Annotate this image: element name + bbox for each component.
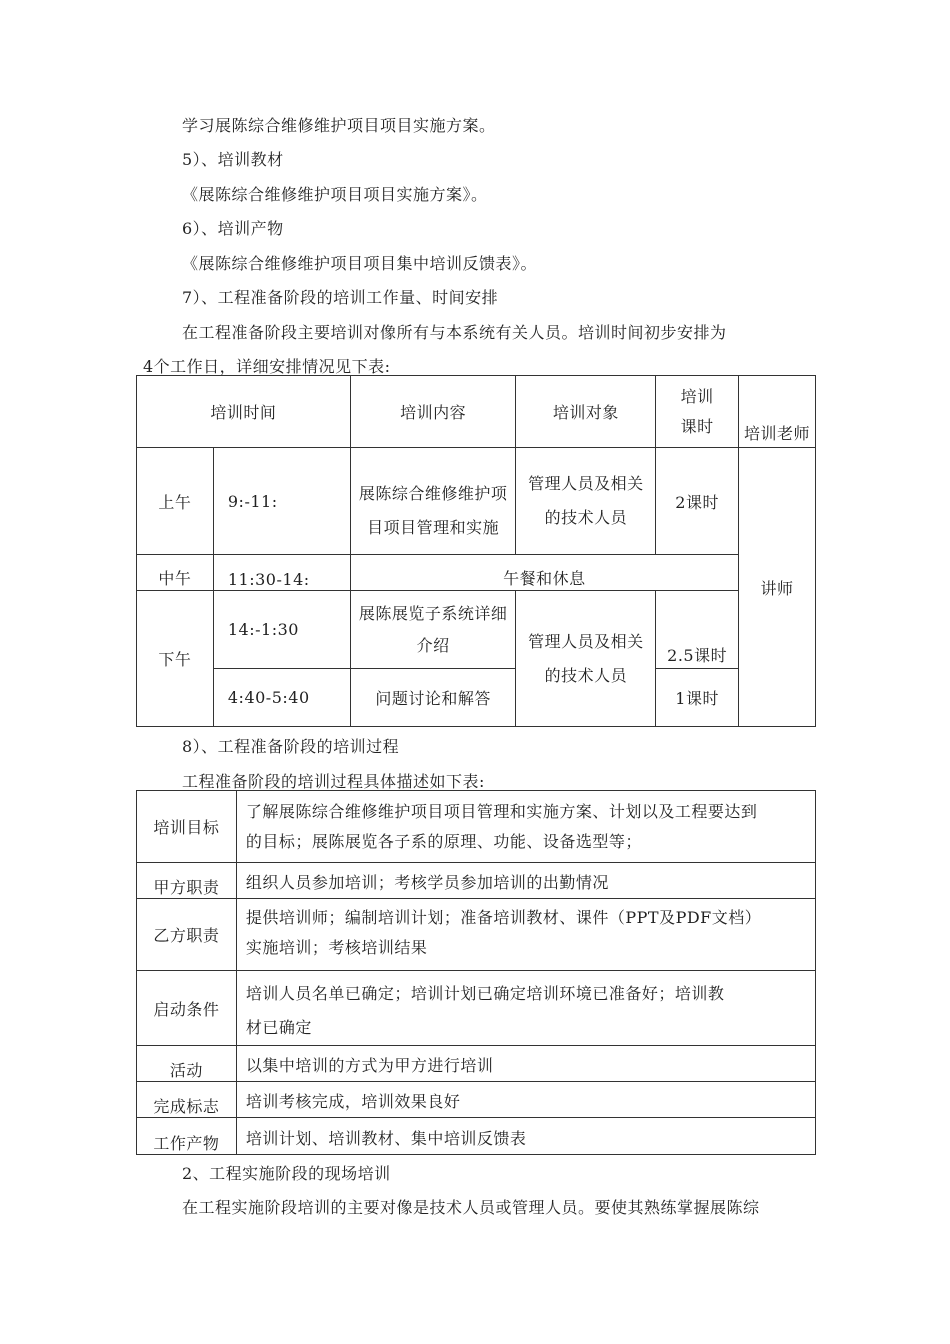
table-row (137, 669, 816, 727)
row-text: 培训计划、培训教材、集中培训反馈表 (236, 1118, 815, 1155)
content-afternoon-2: 问题讨论和解答 (350, 669, 516, 727)
period-noon: 中午 (137, 555, 214, 591)
row-text-line1: 了解展陈综合维修维护项目项目管理和实施方案、计划以及工程要达到 (245, 801, 758, 821)
table-header-row (137, 376, 816, 448)
paragraph-line: 在工程实施阶段培训的主要对像是技术人员或管理人员。要使其熟练掌握展陈综 (182, 1198, 760, 1217)
row-label: 乙方职责 (137, 899, 237, 971)
time-afternoon-2: 4:40-5:40 (213, 669, 350, 727)
section-heading-5: 5）、培训教材 (182, 150, 284, 169)
content-noon: 午餐和休息 (350, 555, 738, 591)
header-hours-line1: 培训 (680, 386, 714, 406)
hours-afternoon-2: 1课时 (656, 669, 739, 727)
period-afternoon: 下午 (137, 591, 214, 727)
row-text-line2: 材已确定 (245, 1018, 312, 1037)
header-time: 培训时间 (137, 376, 351, 448)
row-label: 启动条件 (137, 971, 237, 1046)
process-table (136, 790, 816, 1155)
section-heading-6: 6）、培训产物 (182, 219, 284, 238)
content-afternoon-1-line1: 展陈展览子系统详细 (358, 603, 508, 623)
row-text (236, 971, 815, 1046)
row-text-line1: 提供培训师；编制培训计划；准备培训教材、课件（PPT及PDF文档） (245, 908, 762, 927)
row-text (236, 791, 815, 863)
table-row (137, 791, 816, 863)
schedule-table (136, 375, 816, 727)
table-row (137, 591, 816, 669)
row-label: 培训目标 (137, 791, 237, 863)
teacher-cell: 讲师 (739, 448, 816, 727)
row-label: 活动 (137, 1046, 237, 1082)
section-heading-2: 2、工程实施阶段的现场培训 (182, 1164, 391, 1183)
header-teacher: 培训老师 (739, 376, 816, 448)
row-text-line1: 培训人员名单已确定；培训计划已确定培训环境已准备好；培训教 (245, 984, 725, 1003)
table-row (137, 899, 816, 971)
paragraph-line: 学习展陈综合维修维护项目项目实施方案。 (182, 116, 496, 135)
audience-afternoon-line2: 的技术人员 (544, 665, 628, 685)
audience-afternoon (516, 591, 656, 727)
header-hours (656, 376, 739, 448)
hours-afternoon-1: 2.5课时 (656, 591, 739, 669)
paragraph-line: 4个工作日，详细安排情况见下表: (143, 357, 391, 376)
section-heading-7: 7）、工程准备阶段的培训工作量、时间安排 (182, 288, 499, 307)
time-noon: 11:30-14: (213, 555, 350, 591)
table-row (137, 1118, 816, 1155)
content-afternoon-1-line2: 介绍 (416, 635, 450, 655)
time-afternoon-1: 14:-1:30 (213, 591, 350, 669)
header-audience: 培训对象 (516, 376, 656, 448)
row-text (236, 899, 815, 971)
hours-morning: 2课时 (656, 448, 739, 555)
table-row (137, 555, 816, 591)
audience-morning-line1: 管理人员及相关 (528, 474, 644, 493)
audience-morning-line2: 的技术人员 (544, 508, 628, 527)
paragraph-line: 《展陈综合维修维护项目项目实施方案》。 (182, 185, 488, 204)
table-row (137, 1046, 816, 1082)
row-label: 工作产物 (137, 1118, 237, 1155)
content-afternoon-1 (350, 591, 516, 669)
table-row (137, 971, 816, 1046)
table-row (137, 1082, 816, 1118)
row-text: 组织人员参加培训；考核学员参加培训的出勤情况 (236, 863, 815, 899)
paragraph-line: 《展陈综合维修维护项目项目集中培训反馈表》。 (182, 254, 538, 273)
content-morning-line1: 展陈综合维修维护项 (358, 484, 508, 503)
row-text: 以集中培训的方式为甲方进行培训 (236, 1046, 815, 1082)
paragraph-line: 在工程准备阶段主要培训对像所有与本系统有关人员。培训时间初步安排为 (182, 323, 727, 342)
section-heading-8: 8）、工程准备阶段的培训过程 (182, 737, 400, 756)
header-hours-line2: 课时 (680, 416, 714, 436)
table-row (137, 863, 816, 899)
paragraph-line: 工程准备阶段的培训过程具体描述如下表: (182, 772, 485, 791)
row-text: 培训考核完成，培训效果良好 (236, 1082, 815, 1118)
period-morning: 上午 (137, 448, 214, 555)
row-text-line2: 实施培训；考核培训结果 (245, 938, 428, 957)
row-label: 完成标志 (137, 1082, 237, 1118)
table-row (137, 448, 816, 555)
audience-afternoon-line1: 管理人员及相关 (528, 631, 644, 651)
content-morning (350, 448, 516, 555)
time-morning: 9:-11: (213, 448, 350, 555)
row-text-line2: 的目标；展陈展览各子系的原理、功能、设备选型等； (245, 831, 642, 851)
header-content: 培训内容 (350, 376, 516, 448)
audience-morning (516, 448, 656, 555)
content-morning-line2: 目项目管理和实施 (367, 518, 500, 537)
row-label: 甲方职责 (137, 863, 237, 899)
